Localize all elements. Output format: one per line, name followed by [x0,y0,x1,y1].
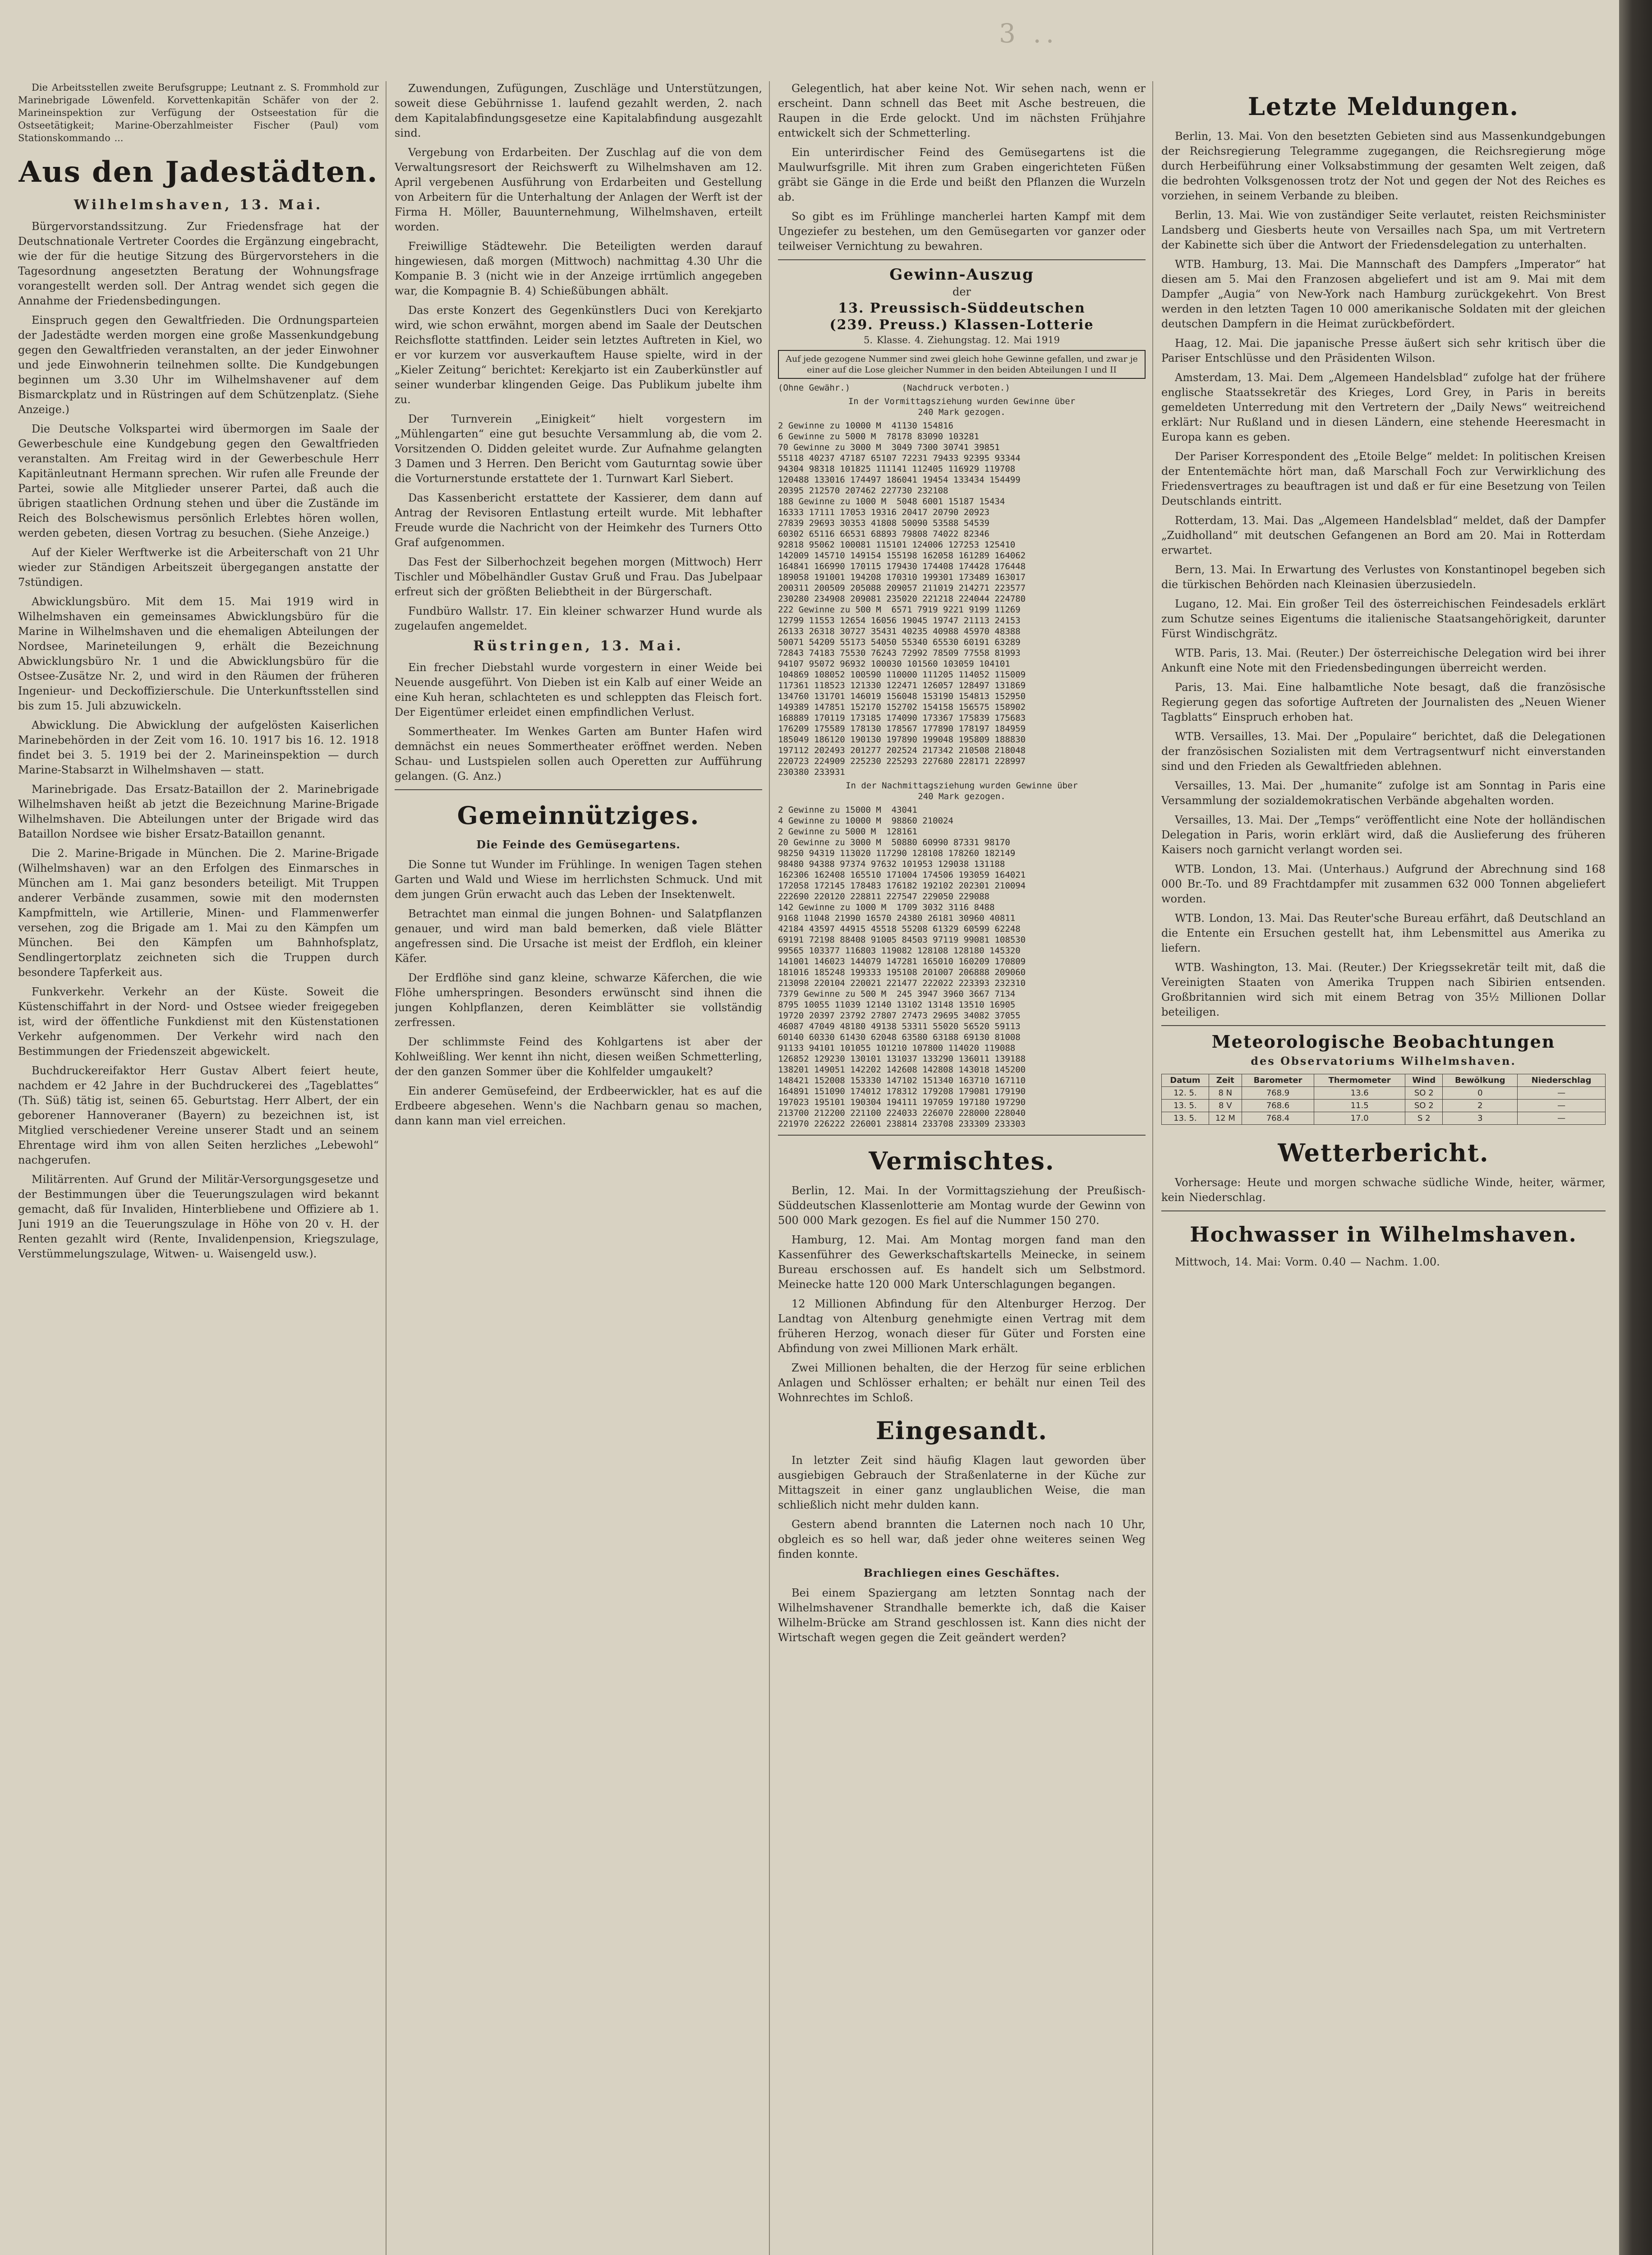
article-paragraph: Gelegentlich, hat aber keine Not. Wir sehen nach, wenn er erscheint. Dann schnell das Beet mit Asche bestreuen, die Raupen in die Erde gelockt. Und im nächsten Frühjahre entwickelt sich der Schmetterling. [778,82,1146,139]
article-paragraph: Die Sonne tut Wunder im Frühlinge. In wenigen Tagen stehen Garten und Wald und Wiese im herrlichsten Schmuck. Und mit dem jungen Grün erwacht auch das Leben der Insektenwelt. [395,858,762,901]
lottery-title: Gewinn-Auszug [889,266,1034,284]
news-item: Versailles, 13. Mai. Der „Temps“ veröffentlicht eine Note der holländischen Delegation in Paris, worin erklärt wird, daß die Auslieferung des früheren Kaisers noch garnicht verlangt worden sei. [1161,814,1606,856]
lottery-numbers: 2 Gewinne zu 15000 M 43041 4 Gewinne zu 10000 M 98860 210024 2 Gewinne zu 5000 M 128161 20 Gewinne zu 3000 M 50880 60990 87331 98170 98250 94319 113020 117290 128108 178260 182149 98480 94388 97374 97632 101953 129038 131188 162306 162408 165510 171004 174506 193059 164021 172058 172145 178483 176182 192102 202301 210094 222690 220120 228811 227547 229050 229088 142 Gewinne zu 1000 M 1709 3032 3116 8488 9168 11048 21990 16570 24380 26181 30960 40811 42184 43597 44915 45518 55208 61329 60599 62248 69191 72198 88408 91005 84503 97119 99081 108530 99565 103377 116803 119082 128108 128180 145320 141001 146023 144079 147281 165010 160209 170809 181016 185248 199333 195108 201007 206888 209060 213098 220104 220021 221477 222022 223393 232310 7379 Gewinne zu 500 M 245 3947 3960 3667 7134 8795 10055 11039 12140 13102 13148 13510 16905 19720 20397 23792 27807 27473 29695 34082 37055 46087 47049 48180 49138 53311 55020 56520 59113 60140 60330 61430 62048 63580 63188 69130 81008 91133 94101 101055 101210 107800 114020 119088 126852 129230 130101 131037 133290 136011 139188 138201 149051 142202 142608 142808 143018 145200 148421 152008 153330 147102 151340 163710 167110 164891 151090 174012 178312 179208 179081 179190 197023 195101 190304 194111 197059 197180 197290 213700 212200 221100 224033 226070 228000 228040 221970 226222 226001 238814 233708 233309 233303 [778,805,1026,1129]
column-rule [386,81,387,2255]
article-paragraph: Buchdruckereifaktor Herr Gustav Albert feiert heute, nachdem er 42 Jahre in der Buchdruckerei des „Tageblattes“ (Th. Süß) tätig ist, seinen 65. Geburtstag. Herr Albert, der ein geborener Hannoveraner (Bayern) zu bezeichnen ist, ist Mitglied verschiedener Vereine unserer Stadt und an seinem Ehrentage wird ihm von allen Seiten herzliches „Lebewohl“ nachgerufen. [18,1064,379,1166]
article-paragraph: Sommertheater. Im Wenkes Garten am Bunter Hafen wird demnächst ein neues Sommertheater eröffnet werden. Neben Schau- und Lustspielen sollen auch Operetten zur Aufführung gelangen. (G. Anz.) [395,725,762,782]
lottery-sub: 5. Klasse. 4. Ziehungstag. 12. Mai 1919 [864,335,1060,345]
article-paragraph: Funkverkehr. Verkehr an der Küste. Soweit die Küstenschiffahrt in der Nord- und Ostsee wieder freigegeben ist, wird der öffentliche Funkdienst mit den Küstenstationen Verkehr aufgenommen. Der Verkehr wird nach den Bestimmungen der Friedenszeit abgewickelt. [18,985,379,1058]
article-paragraph: Das Kassenbericht erstattete der Kassierer, dem dann auf Antrag der Revisoren Entlastung erteilt wurde. Mit lebhafter Freude wurde die Nachricht von der Heimkehr des Turners Otto Graf aufgenommen. [395,492,762,549]
article-paragraph: Abwicklung. Die Abwicklung der aufgelösten Kaiserlichen Marinebehörden in der Zeit vom 16. 10. 1917 bis 16. 12. 1918 findet bei 3. 5. 1919 bei der 2. Marineinspektion — durch Marine-Stabsarzt in Wilhelmshaven — statt. [18,719,379,776]
met-subheading: des Observatoriums Wilhelmshaven. [1251,1054,1516,1068]
section-heading: Letzte Meldungen. [1247,92,1519,121]
column-2 [395,81,762,2255]
table-cell: — [1518,1087,1606,1100]
article-paragraph: Das Fest der Silberhochzeit begehen morgen (Mittwoch) Herr Tischler und Möbelhändler Gustav Gruß und Frau. Das Jubelpaar erfreut sich der größten Beliebtheit in der Bürgerschaft. [395,556,762,598]
article-paragraph: Ein anderer Gemüsefeind, der Erdbeerwickler, hat es auf die Erdbeere abgesehen. Wenn's die Nachbarn genau so machen, dann kann man viel erreichen. [395,1085,762,1127]
article-paragraph: In letzter Zeit sind häufig Klagen laut geworden über ausgiebigen Gebrauch der Straßenlaterne in der Küche zur Mittagszeit in einer ganz unglaublichen Weise, die man schließlich nicht mehr dulden kann. [778,1454,1146,1511]
news-item: Rotterdam, 13. Mai. Das „Algemeen Handelsblad“ meldet, daß der Dampfer „Zuidholland“ mit deutschen Gefangenen an Bord am 20. Mai in Rotterdam erwartet. [1161,514,1606,557]
table-cell: 0 [1443,1087,1518,1100]
table-cell: 13. 5. [1162,1112,1209,1125]
article-paragraph: Die 2. Marine-Brigade in München. Die 2. Marine-Brigade (Wilhelmshaven) war an den Erfolgen des Einmarsches in München am 1. Mai ganz besonders beteiligt. Mit Truppen anderer Verbände zusammen, sowie mit den modernsten Kampfmitteln, wie Artillerie, Minen- und Flammenwerfer versehen, zog die Brigade am 1. Mai zu den Kämpfen um München. Bei den Kämpfen um Bahnhofsplatz, Sendlingertorplatz zeichneten sich die Truppen durch besondere Tapferkeit aus. [18,847,379,979]
article-paragraph: Zwei Millionen behalten, die der Herzog für seine erblichen Anlagen und Schlösser erhalten; er behält nur einen Teil des Wohnrechtes im Schloß. [778,1362,1146,1404]
article-paragraph: Militärrenten. Auf Grund der Militär-Versorgungsgesetze und der Bestimmungen über die Teuerungszulagen wird bekannt gemacht, daß für Invaliden, Hinterbliebene und Offiziere ab 1. Juni 1919 an die Teuerungszulage in Höhe von 20 v. H. der Renten gezahlt wird (Rente, Invalidenpension, Kriegszulage, Verstümmelungszulage, Witwen- u. Waisengeld usw.). [18,1173,379,1260]
lottery-part-heading: In der Nachmittagsziehung wurden Gewinne über 240 Mark gezogen. [846,781,1078,801]
section-subheading: Brachliegen eines Geschäftes. [863,1566,1060,1579]
news-item: Berlin, 13. Mai. Von den besetzten Gebieten sind aus Massenkundgebungen der Reichsregierung Telegramme zugegangen, die Reichsregierung möge durch Herbeiführung einer Volksabstimmung der gesamten Welt zeigen, daß die bedrohten Volksgenossen trotz der Not und gegen der Not des Reiches es vorziehen, in seinem Verbande zu bleiben. [1161,130,1606,202]
weather-forecast: Vorhersage: Heute und morgen schwache südliche Winde, heiter, wärmer, kein Niederschlag. [1161,1176,1606,1204]
article-paragraph: Abwicklungsbüro. Mit dem 15. Mai 1919 wird in Wilhelmshaven ein gemeinsames Abwicklungsbüro für die Marine in Wilhelmshaven und die ehemaligen Abteilungen der Nordsee, Marineteilungen 9, erhält die Bezeichnung Abwicklungsbüro Nr. 1 und die Abwicklungsbüro für die Ostsee-Zusätze Nr. 2, und wird in den Räumen der früheren Ingenieur- und Deckoffizierschule. Die Unterkunftsstellen sind bis zum 15. Juli abzuwickeln. [18,595,379,712]
column-header: Bewölkung [1443,1074,1518,1087]
article-paragraph: Bürgervorstandssitzung. Zur Friedensfrage hat der Deutschnationale Vertreter Coordes die Ergänzung eingebracht, wie der für die heutige Sitzung des Bürgervorstehers in die Tagesordnung angesetzten Beratung der Wohnungsfrage vorangestellt werden soll. Der Antrag wendet sich gegen die Annahme der Friedensbedingungen. [18,220,379,307]
section-heading: Gemeinnütziges. [457,801,700,830]
section-heading: Vermischtes. [869,1146,1055,1175]
article-paragraph: Die Deutsche Volkspartei wird übermorgen im Saale der Gewerbeschule eine Kundgebung gegen den Gewaltfrieden veranstalten. Am Freitag wird in der Gewerbeschule Herr Kapitänleutnant Hermann sprechen. Wir rufen alle Freunde der Partei, sowie alle Mitglieder unserer Partei, daß auch die übrigen staatlichen Ordnung stehen und über die Zustände im Reich des Bolschewismus persönlich Erlebtes hören wollen, werden gebeten, diesen Vortrag zu besuchen. (Siehe Anzeige.) [18,423,379,539]
article-paragraph: Marinebrigade. Das Ersatz-Bataillon der 2. Marinebrigade Wilhelmshaven heißt ab jetzt die Bezeichnung Marine-Brigade Wilhelmshaven. Die Abteilungen unter der Brigade wird das Bataillon Nordsee wie bisher Ersatz-Bataillon genannt. [18,783,379,840]
news-item: WTB. Hamburg, 13. Mai. Die Mannschaft des Dampfers „Imperator“ hat diesen am 5. Mai den Franzosen abgeliefert und ist am 9. Mai mit dem Dampfer „Augia“ von New-York nach Hamburg zurückgekehrt. Von Brest werden in den letzten Tagen 10 000 amerikanische Soldaten mit der gleichen deutschen Dampfern in die Heimat zurückbefördert. [1161,258,1606,330]
section-dateline: Rüstringen, 13. Mai. [473,638,684,654]
table-cell: 8 N [1209,1087,1242,1100]
section-heading: Wetterbericht. [1278,1138,1489,1167]
article-paragraph: Einspruch gegen den Gewaltfrieden. Die Ordnungsparteien der Jadestädte werden morgen eine große Massenkundgebung gegen den Gewaltfrieden veranstalten, an der jeder Einwohner und jede Einwohnerin teilnehmen sollte. Die Kundgebungen beginnen um 3.30 Uhr im Wilhelmshavener auf dem Bismarckplatz und in Rüstringen auf dem Schützenplatz. (Siehe Anzeige.) [18,314,379,416]
news-item: WTB. London, 13. Mai. (Unterhaus.) Aufgrund der Abrechnung sind 168 000 Br.-To. und 89 Frachtdampfer mit zusammen 632 000 Tonnen abgeliefert worden. [1161,863,1606,905]
column-header: Datum [1162,1074,1209,1087]
table-cell: — [1518,1112,1606,1125]
divider [778,1135,1146,1136]
news-item: Versailles, 13. Mai. Der „humanite“ zufolge ist am Sonntag in Paris eine Versammlung der sozialdemokratischen Verbände abgehalten worden. [1161,779,1606,807]
article-paragraph: Ein unterirdischer Feind des Gemüsegartens ist die Maulwurfsgrille. Mit ihren zum Graben eingerichteten Füßen gräbt sie Gänge in die Erde und beißt den Pflanzen die Wurzeln ab. [778,146,1146,203]
column-header: Wind [1405,1074,1443,1087]
table-row [1162,1087,1606,1100]
table-cell: S 2 [1405,1112,1443,1125]
column-header: Thermometer [1314,1074,1405,1087]
divider [395,789,762,790]
section-heading: Eingesandt. [875,1416,1048,1445]
column-rule [769,81,770,2255]
table-cell: 768.9 [1242,1087,1314,1100]
column-header: Barometer [1242,1074,1314,1087]
table-cell: 13. 5. [1162,1100,1209,1112]
article-paragraph: Hamburg, 12. Mai. Am Montag morgen fand man den Kassenführer des Gewerkschaftskartells Meinecke, in seinem Bureau erschossen auf. Es handelt sich um Selbstmord. Meinecke hatte 120 000 Mark Unterschlagungen begangen. [778,1233,1146,1291]
lottery-sub: (239. Preuss.) Klassen-Lotterie [829,317,1094,333]
lottery-sub: der [952,285,971,298]
article-paragraph: Berlin, 12. Mai. In der Vormittagsziehung der Preußisch-Süddeutschen Klassenlotterie am Montag wurde der Gewinn von 500 000 Mark gezogen. Es fiel auf die Nummer 150 270. [778,1184,1146,1227]
column-rule [1152,81,1153,2255]
table-cell: 2 [1443,1100,1518,1112]
news-item: Bern, 13. Mai. In Erwartung des Verlustes von Konstantinopel begeben sich die türkischen Behörden nach Kleinasien überzusiedeln. [1161,563,1606,591]
article-paragraph: Der Erdflöhe sind ganz kleine, schwarze Käferchen, die wie Flöhe umherspringen. Besonders erwünscht sind ihnen die jungen Kohlpflanzen, deren Keimblätter sie vollständig zerfressen. [395,971,762,1029]
news-item: Berlin, 13. Mai. Wie von zuständiger Seite verlautet, reisten Reichsminister Landsberg und Giesberts heute von Versailles nach Spa, um mit Vertretern der Kabinette sich über die Antwort der Friedensdelegation zu unterhalten. [1161,209,1606,251]
met-heading: Meteorologische Beobachtungen [1211,1031,1555,1052]
column-header: Zeit [1209,1074,1242,1087]
divider [1161,1210,1606,1211]
table-cell: 13.6 [1314,1087,1405,1100]
article-paragraph: Auf der Kieler Werftwerke ist die Arbeiterschaft von 21 Uhr wieder zur Ständigen Arbeitszeit übergegangen anstatte der 7stündigen. [18,546,379,589]
news-item: Der Pariser Korrespondent des „Etoile Belge“ meldet: In politischen Kreisen der Ententemächte hört man, daß Marschall Foch zur Verwirklichung des Friedensvertrages zu beauftragen ist und daß er für eine Besetzung von Teilen Deutschlands eintritt. [1161,450,1606,507]
table-cell: SO 2 [1405,1087,1443,1100]
article-paragraph: Ein frecher Diebstahl wurde vorgestern in einer Weide bei Neuende ausgeführt. Von Dieben ist ein Kalb auf einer Weide an eine Kuh heran, schlachteten es und schleppten das Fleisch fort. Der Eigentümer erleidet einen empfindlichen Verlust. [395,661,762,718]
article-paragraph: Vergebung von Erdarbeiten. Der Zuschlag auf die von dem Verwaltungsresort der Reichswerft zu Wilhelmshaven am 12. April vergebenen Ausführung von Erdarbeiten und Gestellung von Arbeitern für die Unterhaltung der Anlagen der Werft ist der Firma H. Möller, Bauunternehmung, Wilhelmshaven, erteilt worden. [395,146,762,233]
table-cell: 12 M [1209,1112,1242,1125]
table-cell: SO 2 [1405,1100,1443,1112]
article-paragraph: Der Turnverein „Einigkeit“ hielt vorgestern im „Mühlengarten“ eine gut besuchte Versammlung ab, die vom 2. Vorsitzenden O. Didden geleitet wurde. Zur Aufnahme gelangten 3 Damen und 3 Herren. Den Bericht vom Gauturntag sowie über die Vorturnerstunde erstattete der 1. Turnwart Karl Siebert. [395,413,762,485]
article-paragraph: Gestern abend brannten die Laternen noch nach 10 Uhr, obgleich es so hell war, daß jeder ohne weiteres seinen Weg finden konnte. [778,1518,1146,1560]
table-row [1162,1112,1606,1125]
dateline: Wilhelmshaven, 13. Mai. [74,197,323,213]
column-1 [18,81,379,2255]
table-cell: 8 V [1209,1100,1242,1112]
table-cell: 12. 5. [1162,1087,1209,1100]
article-paragraph: So gibt es im Frühlinge mancherlei harten Kampf mit dem Ungeziefer zu bestehen, um den Gemüsegarten vor ganzer oder teilweiser Vernichtung zu bewahren. [778,210,1146,253]
section-heading: Hochwasser in Wilhelmshaven. [1190,1222,1577,1247]
article-paragraph: Freiwillige Städtewehr. Die Beteiligten werden darauf hingewiesen, daß morgen (Mittwoch) nachmittag 4.30 Uhr die Kompanie B. 3 (nicht wie in der Anzeige irrtümlich angegeben war, die Kompagnie B. 4) Schießübungen abhält. [395,240,762,297]
page-edge [1619,0,1652,2255]
divider [1161,1025,1606,1026]
news-item: WTB. Paris, 13. Mai. (Reuter.) Der österreichische Delegation wird bei ihrer Ankunft eine Note mit den Friedensbedingungen überreicht werden. [1161,647,1606,674]
table-cell: 17.0 [1314,1112,1405,1125]
section-subheading: Die Feinde des Gemüsegartens. [476,838,681,851]
intro-text: Die Arbeitsstellen zweite Berufsgruppe; Leutnant z. S. Frommhold zur Marinebrigade Löwenfeld. Korvettenkapitän Schäfer von der 2. Marineinspektion zur Verfügung der Ostseestation für die Ostseetätigkeit; Marine-Oberzahlmeister Fischer (Paul) vom Stationskommando ... [18,82,379,143]
table-cell: 768.6 [1242,1100,1314,1112]
column-header: Niederschlag [1518,1074,1606,1087]
table-header-row [1162,1074,1606,1087]
news-item: Lugano, 12. Mai. Ein großer Teil des österreichischen Feindesadels erklärt zum Schutze seines Eigentums die italienische Staatsangehörigkeit, darunter Fürst Windischgrätz. [1161,598,1606,640]
column-4 [1161,81,1606,2255]
article-paragraph: Bei einem Spaziergang am letzten Sonntag nach der Wilhelmshavener Strandhalle bemerkte ich, daß die Kaiser Wilhelm-Brücke am Strand geschlossen ist. Kann dies nicht der Wirtschaft wegen gegen die Zeit geändert werden? [778,1587,1146,1644]
news-item: WTB. Versailles, 13. Mai. Der „Populaire“ berichtet, daß die Delegationen der französischen Sozialisten mit dem Vertragsentwurf nicht einverstanden sind und den Frieden als Gewaltfrieden ablehnen. [1161,730,1606,773]
lottery-numbers: 2 Gewinne zu 10000 M 41130 154816 6 Gewinne zu 5000 M 78178 83090 103281 70 Gewinne zu 3000 M 3049 7300 30741 39851 55118 40237 47187 65107 72231 79433 92395 93344 94304 98318 101825 111141 112405 116929 119708 120488 133016 174497 186041 19454 133434 154499 20395 212570 207462 227730 232108 188 Gewinne zu 1000 M 5048 6001 15187 15434 16333 17111 17053 19316 20417 20790 20923 27839 29693 30353 41808 50090 53588 54539 60302 65116 66531 68893 79808 74022 82346 92818 95062 100081 115101 124006 127253 125410 142009 145710 149154 155198 162058 161289 164062 164841 166990 170115 179430 174408 174428 176448 189058 191001 194208 170310 199301 173489 163017 200311 200509 205088 209057 211019 214271 223577 230280 234908 209081 235020 221218 224044 224780 222 Gewinne zu 500 M 6571 7919 9221 9199 11269 12799 11553 12654 16056 19045 19747 21113 24153 26133 26318 30727 35431 40235 40988 45970 48388 50071 54209 55173 54050 55340 65530 60191 63289 72843 74183 75530 76243 72992 78509 77558 81993 94107 95072 96932 100030 101560 103059 104101 104869 108052 100590 110000 111205 114052 115009 117361 118523 121330 122471 126057 128497 131869 134760 131701 146019 156048 153190 154813 152950 149389 147851 152170 152702 154158 156575 158902 168889 170119 173185 174090 173367 175839 175683 176209 175589 178130 178567 177890 178197 184959 185049 186120 190130 197890 199048 195809 188830 197112 202493 201277 202524 217342 210508 218048 220723 224909 225230 225293 227680 228171 228997 230380 233931 [778,421,1026,777]
lottery-part-heading: In der Vormittagsziehung wurden Gewinne über 240 Mark gezogen. [848,396,1076,417]
page-mark: 3 .. [999,18,1059,49]
table-cell: 768.4 [1242,1112,1314,1125]
article-paragraph: Zuwendungen, Zufügungen, Zuschläge und Unterstützungen, soweit diese Gebührnisse 1. laufend gezahlt werden, 2. nach dem Kapitalabfindungsgesetze eine Kapitalabfindung ausgezahlt sind. [395,82,762,139]
weather-table [1161,1074,1606,1125]
divider [778,259,1146,260]
news-item: Amsterdam, 13. Mai. Dem „Algemeen Handelsblad“ zufolge hat der frühere englische Staatssekretär des Krieges, Lord Grey, in Paris in bereits gemeldeten Unterredung mit den Vertretern der „Daily News“ weitreichend erklärt: Nur Rußland und in diesen Ländern, eine stehende Heeresmacht in Europa kann es geben. [1161,371,1606,443]
article-paragraph: Das erste Konzert des Gegenkünstlers Duci von Kerekjarto wird, wie schon erwähnt, morgen abend im Saale der Deutschen Reichsflotte stattfinden. Leider sein letztes Auftreten in Kiel, wo er vor kurzem vor ausverkauftem Hause spielte, wird in der „Kieler Zeitung“ berichtet: Kerekjarto ist ein Zauberkünstler auf seiner wunderbar klingenden Geige. Das Publikum jubelte ihm zu. [395,304,762,406]
article-paragraph: 12 Millionen Abfindung für den Altenburger Herzog. Der Landtag von Altenburg genehmigte einen Vertrag mit dem früheren Herzog, wonach dieser für Güter und Forsten eine Abfindung von zwei Millionen Mark erhält. [778,1298,1146,1355]
table-cell: 3 [1443,1112,1518,1125]
table-cell: — [1518,1100,1606,1112]
news-item: Haag, 12. Mai. Die japanische Presse äußert sich sehr kritisch über die Pariser Entschlüsse und den Präsidenten Wilson. [1161,337,1606,364]
news-item: WTB. London, 13. Mai. Das Reuter'sche Bureau erfährt, daß Deutschland an die Entente ein Ersuchen gestellt hat, ihm Lebensmittel aus Amerika zu liefern. [1161,912,1606,954]
section-heading: Aus den Jadestädten. [18,155,378,189]
article-paragraph: Fundbüro Wallstr. 17. Ein kleiner schwarzer Hund wurde als zugelaufen angemeldet. [395,605,762,632]
lottery-sub: 13. Preussisch-Süddeutschen [838,300,1086,316]
news-item: WTB. Washington, 13. Mai. (Reuter.) Der Kriegssekretär teilt mit, daß die Vereinigten Staaten von Amerika Truppen nach Sibirien entsenden. Großbritannien wird sich mit einem Betrag von 35½ Millionen Dollar beteiligen. [1161,961,1606,1018]
column-3 [778,81,1146,2255]
article-paragraph: Betrachtet man einmal die jungen Bohnen- und Salatpflanzen genauer, und wird man bald bemerken, daß viele Blätter angefressen sind. Die Ursache ist meist der Erdfloh, ein kleiner Käfer. [395,907,762,965]
table-row [1162,1100,1606,1112]
news-item: Paris, 13. Mai. Eine halbamtliche Note besagt, daß die französische Regierung gegen das sofortige Auftreten der Journalisten des „Neuen Wiener Tagblatts“ Einspruch erhoben hat. [1161,681,1606,723]
article-paragraph: Der schlimmste Feind des Kohlgartens ist aber der Kohlweißling. Wer kennt ihn nicht, diesen weißen Schmetterling, der den ganzen Sommer über die Kohlfelder umgaukelt? [395,1035,762,1078]
lottery-note: Auf jede gezogene Nummer sind zwei gleich hohe Gewinne gefallen, und zwar je einer auf die Lose gleicher Nummer in den beiden Abteilungen I und II [778,350,1146,379]
table-cell: 11.5 [1314,1100,1405,1112]
lottery-meta: (Ohne Gewähr.) (Nachdruck verboten.) [778,383,1010,393]
tide-times: Mittwoch, 14. Mai: Vorm. 0.40 — Nachm. 1.00. [1175,1256,1440,1268]
